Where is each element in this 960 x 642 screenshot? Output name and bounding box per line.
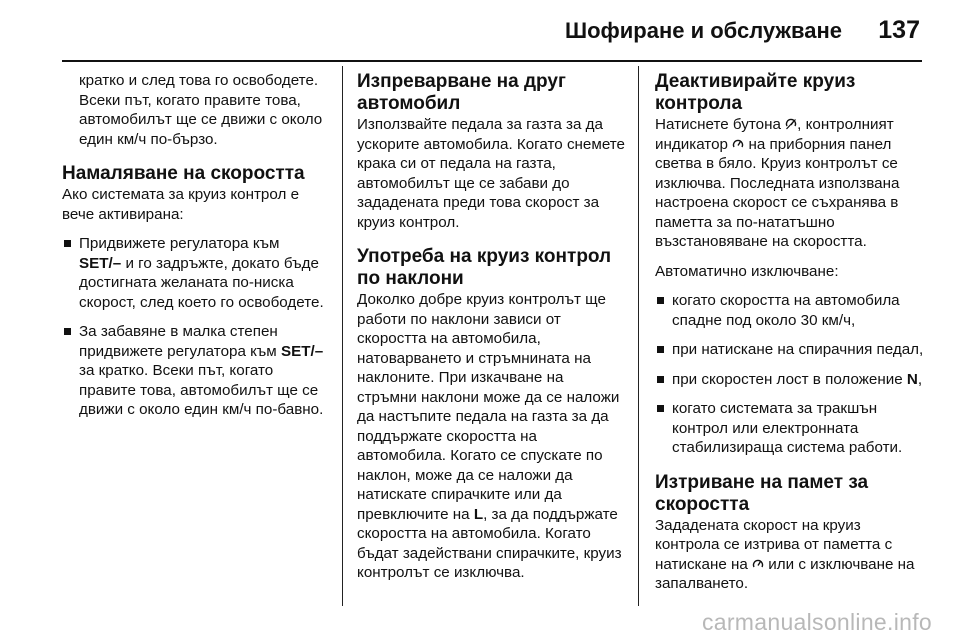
auto-off-list (655, 291, 927, 458)
list-item: когато скоростта на автомобила спадне под около 30 км/ч, (655, 291, 927, 330)
heading-deactivate: Деактивирайте круиз контрола (655, 71, 856, 114)
column-divider-2 (638, 66, 639, 606)
heading-decrease-speed: Намаляване на скоростта (62, 163, 305, 184)
page-number: 137 (878, 16, 920, 44)
list-item: когато системата за тракшън контрол или електронната стабилизираща система работи. (655, 399, 927, 458)
paragraph-auto-off: Автоматично изключване: (655, 262, 839, 280)
header-divider (62, 60, 922, 62)
cruise-control-icon (732, 138, 744, 150)
column-2 (357, 71, 625, 593)
paragraph-clear-memory: Зададената скорост на круиз контрола се изтрива от паметта с натискане на или с изключване на запалването. (655, 516, 915, 592)
paragraph-overtaking: Използвайте педала за газта за да ускорите автомобила. Когато снемете крака си от педала на газта, автомобилът ще се забави до зададената преди това скорост за круиз контрол. (357, 116, 625, 231)
list-item: при скоростен лост в положение N, (655, 370, 927, 390)
column-1 (62, 71, 328, 430)
paragraph-deactivate: Натиснете бутона , контролният индикатор на приборния панел светва в бяло. Круиз контролът се изключва. Последната използвана настроена скорост се съхранява в паметта за по-нататъшно възстановяване на скоростта. (655, 116, 900, 250)
section-title: Шофиране и обслужване (564, 18, 842, 43)
heading-overtaking: Изпреварване на друг автомобил (357, 71, 566, 114)
paragraph-slopes: Доколко добре круиз контролът ще работи по наклони зависи от скоростта на автомобила, натоварването и стръмнината на наклоните. При изкачване на стръмни наклони може да се наложи да настъпите педала на газта за да поддържате скоростта на автомобила. Когато се спускате по наклон, може да се наложи да натискате спирачките или да превключите на L, за да поддържате скоростта на автомобила. Когато бъдат задействани спирачките, круиз контролът се изключва. (357, 291, 622, 581)
column-3 (655, 71, 927, 604)
list-item: Придвижете регулатора към SET/– и го задръжте, докато бъде достигната желаната по-ниска скорост, след което го освободете. (62, 234, 328, 312)
heading-slopes: Употреба на круиз контрол по наклони (357, 246, 612, 289)
watermark: carmanualsonline.info (701, 609, 932, 635)
heading-clear-memory: Изтриване на памет за скоростта (655, 471, 869, 515)
decrease-list (62, 234, 328, 420)
page-header (0, 0, 960, 62)
list-item: при натискане на спирачния педал, (655, 340, 927, 360)
cruise-off-icon (785, 118, 797, 130)
column-divider-1 (342, 66, 343, 606)
paragraph-continued: кратко и след това го освободете. Всеки път, когато правите това, автомобилът ще се движи с около един км/ч по-бързо. (79, 72, 323, 148)
list-item: За забавяне в малка степен придвижете регулатора към SET/– за кратко. Всеки път, когато правите това, автомобилът ще се движи с около един км/ч по-бавно. (62, 322, 328, 420)
paragraph-decrease-speed: Ако системата за круиз контрол е вече активирана: (62, 186, 300, 223)
cruise-control-icon (752, 558, 764, 570)
